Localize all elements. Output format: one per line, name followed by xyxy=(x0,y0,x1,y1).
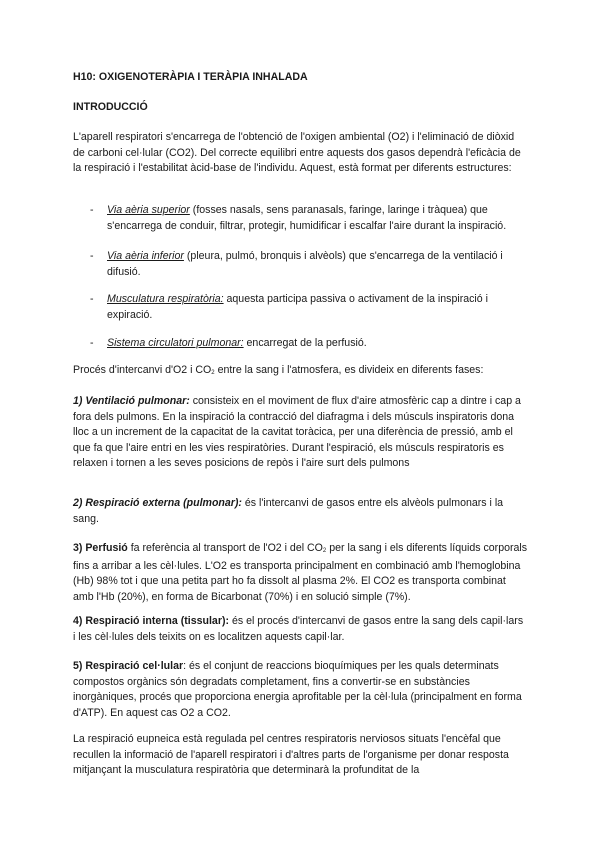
subscript: 2 xyxy=(211,370,215,376)
list-dash: - xyxy=(90,293,94,305)
list-term: Via aèria inferior xyxy=(107,250,184,262)
list-text: (pleura, pulmó, bronquis i alvèols) que s'encarrega de la ventilació i difusió. xyxy=(107,250,503,278)
structure-list xyxy=(90,336,530,352)
phases-intro xyxy=(73,363,528,381)
phase-text: : és el conjunt de reaccions bioquímiques per les quals determinats compostos orgànics són degradats completament, fins a convertir-se en substàncies inorgàniques, procés que proporciona energia aprofitable per la cèl·lula (principalment en forma d'ATP). En aquest cas O2 a CO2. xyxy=(73,660,522,719)
phase-lead: 3) Perfusió xyxy=(73,542,128,554)
phase-cellular xyxy=(73,659,528,721)
list-dash: - xyxy=(90,204,94,216)
list-dash: - xyxy=(90,337,94,349)
phase-lead: 2) Respiració externa (pulmonar): xyxy=(73,497,242,509)
section-heading: INTRODUCCIÓ xyxy=(73,101,148,113)
phase-lead: 5) Respiració cel·lular xyxy=(73,660,184,672)
phase-ventilation xyxy=(73,394,528,472)
phase-text: per la sang i els diferents líquids corporals fins a arribar a les cèl·lules. L'O2 es transporta principalment en combinació amb l'hemoglobina (Hb) 98% tot i que una petita part ho fa dissolt al plasma 2%. El CO2 es transporta combinat amb l'Hb (20%), en forma de Bicarbonat (70%) i en solució simple (7%). xyxy=(73,542,528,603)
phase-lead: 4) Respiració interna (tissular): xyxy=(73,615,230,627)
phase-internal xyxy=(73,614,528,645)
phases-text: Procés d'intercanvi d'O2 i CO xyxy=(73,364,212,376)
phase-text: fa referència al transport de l'O2 i del CO xyxy=(127,542,323,554)
phase-text: consisteix en el moviment de flux d'aire atmosfèric cap a dintre i cap a fora dels pulmons. En la inspiració la contracció del diafragma i dels músculs inspiratoris dona lloc a un increment de la capacitat de la cavitat toràcica, per una diferència de pressió, amb el que fa que l'aire entri en les vies respiratòries. Durant l'espiració, els músculs respiratoris es relaxen i tornen a les seves posicions de repòs i l'aire surt dels pulmons xyxy=(73,395,521,469)
list-item xyxy=(90,203,530,234)
regulation-paragraph: La respiració eupneica està regulada pel centres respiratoris nerviosos situats l'encèfal que recullen la informació de l'aparell respiratori i d'altres parts de l'organisme per donar resposta mitjançant la musculatura respiratòria que determinarà la profunditat de la xyxy=(73,733,509,776)
list-text: encarregat de la perfusió. xyxy=(243,337,367,349)
list-item xyxy=(90,336,530,352)
phases-text: entre la sang i l'atmosfera, es divideix en diferents fases: xyxy=(214,364,484,376)
subscript: 2 xyxy=(322,548,327,554)
list-term: Via aèria superior xyxy=(107,204,190,216)
structure-list xyxy=(90,203,530,234)
phase-perfusion xyxy=(73,541,528,605)
structure-list xyxy=(90,292,530,323)
list-text: aquesta participa passiva o activament de la inspiració i expiració. xyxy=(107,293,488,321)
list-item xyxy=(90,292,530,323)
document-title: H10: OXIGENOTERÀPIA I TERÀPIA INHALADA xyxy=(73,71,308,83)
phase-text: és l'intercanvi de gasos entre els alvèols pulmonars i la sang. xyxy=(73,497,504,525)
list-term: Sistema circulatori pulmonar: xyxy=(107,337,244,349)
list-item xyxy=(90,249,530,280)
phase-lead: 1) Ventilació pulmonar: xyxy=(73,395,190,407)
structure-list xyxy=(90,249,530,280)
intro-paragraph: L'aparell respiratori s'encarrega de l'obtenció de l'oxigen ambiental (O2) i l'eliminació de diòxid de carboni cel·lular (CO2). Del correcte equilibri entre aquests dos gasos dependrà l'eficàcia de la respiració i l'estabilitat àcid-base de l'individu. Aquest, està format per diferents estructures: xyxy=(73,131,521,174)
phase-external xyxy=(73,496,528,527)
list-term: Musculatura respiratòria: xyxy=(107,293,224,305)
list-dash: - xyxy=(90,250,94,262)
list-text: (fosses nasals, sens paranasals, faringe, laringe i tràquea) que s'encarrega de conduir, filtrar, protegir, humidificar i escalfar l'aire durant la inspiració. xyxy=(107,204,507,232)
phase-text: és el procés d'intercanvi de gasos entre la sang dels capil·lars i les cèl·lules dels teixits on es localitzen aquests capil·lar. xyxy=(73,615,524,643)
